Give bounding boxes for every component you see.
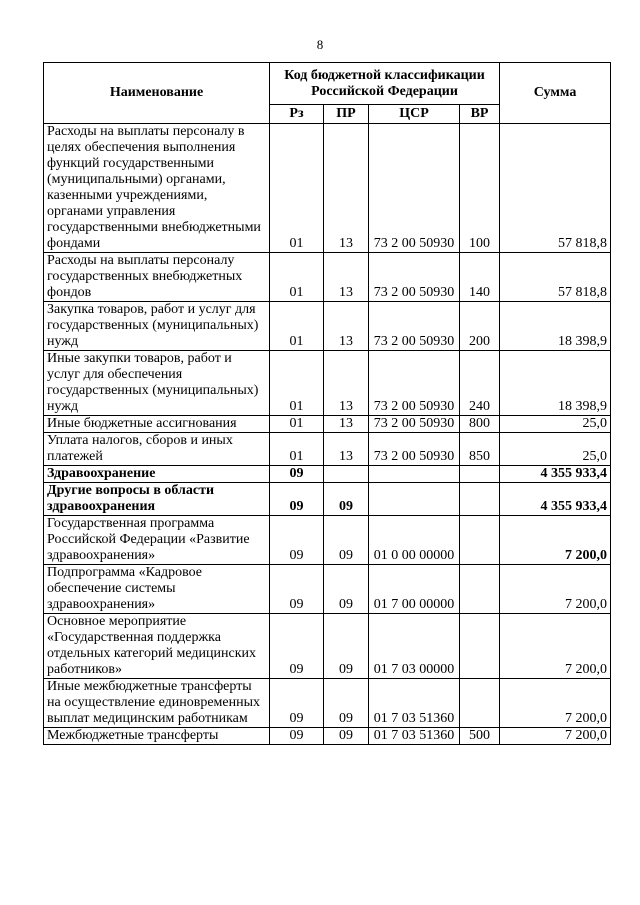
row-name: Подпрограмма «Кадровое обеспечение системы здравоохранения»: [44, 565, 270, 614]
row-sum: 7 200,0: [500, 516, 611, 565]
row-vr: [460, 516, 500, 565]
row-name: Другие вопросы в области здравоохранения: [44, 483, 270, 516]
row-sum: 4 355 933,4: [500, 483, 611, 516]
row-vr: [460, 614, 500, 679]
row-vr: 240: [460, 351, 500, 416]
row-name: Закупка товаров, работ и услуг для государственных (муниципальных) нужд: [44, 302, 270, 351]
row-name: Основное мероприятие «Государственная поддержка отдельных категорий медицинских работников»: [44, 614, 270, 679]
row-name: Здравоохранение: [44, 466, 270, 483]
table-row: [44, 728, 611, 745]
row-vr: [460, 483, 500, 516]
header-code-group: Код бюджетной классификации Российской Федерации: [270, 63, 500, 105]
row-pr: 09: [324, 614, 369, 679]
row-sum: 7 200,0: [500, 728, 611, 745]
header-sum: Сумма: [500, 63, 611, 124]
table-row: [44, 124, 611, 253]
row-pr: 09: [324, 728, 369, 745]
row-sum: 7 200,0: [500, 614, 611, 679]
row-rz: 01: [270, 416, 324, 433]
row-csr: 73 2 00 50930: [369, 351, 460, 416]
row-sum: 57 818,8: [500, 253, 611, 302]
row-pr: 09: [324, 565, 369, 614]
table-header: [44, 63, 611, 124]
row-name: Межбюджетные трансферты: [44, 728, 270, 745]
row-vr: [460, 466, 500, 483]
row-pr: 09: [324, 483, 369, 516]
header-rz: Рз: [270, 105, 324, 124]
row-csr: 73 2 00 50930: [369, 124, 460, 253]
budget-table: [43, 62, 611, 745]
row-csr: 01 7 03 51360: [369, 679, 460, 728]
table-row: [44, 351, 611, 416]
row-vr: 850: [460, 433, 500, 466]
row-name: Расходы на выплаты персоналу государственных внебюджетных фондов: [44, 253, 270, 302]
header-pr: ПР: [324, 105, 369, 124]
row-sum: 57 818,8: [500, 124, 611, 253]
row-sum: 18 398,9: [500, 351, 611, 416]
table-row: [44, 483, 611, 516]
row-rz: 01: [270, 124, 324, 253]
row-csr: 73 2 00 50930: [369, 416, 460, 433]
row-rz: 09: [270, 679, 324, 728]
row-pr: 09: [324, 516, 369, 565]
row-csr: 01 0 00 00000: [369, 516, 460, 565]
row-pr: 09: [324, 679, 369, 728]
row-vr: [460, 679, 500, 728]
row-rz: 01: [270, 253, 324, 302]
table-row: [44, 416, 611, 433]
row-pr: 13: [324, 416, 369, 433]
row-csr: 73 2 00 50930: [369, 253, 460, 302]
row-rz: 01: [270, 351, 324, 416]
row-vr: 140: [460, 253, 500, 302]
page-number: 8: [316, 37, 324, 52]
row-name: Иные закупки товаров, работ и услуг для обеспечения государственных (муниципальных) нужд: [44, 351, 270, 416]
row-rz: 01: [270, 302, 324, 351]
header-vr: ВР: [460, 105, 500, 124]
row-sum: 4 355 933,4: [500, 466, 611, 483]
header-name: Наименование: [44, 63, 270, 124]
row-csr: 01 7 00 00000: [369, 565, 460, 614]
header-csr: ЦСР: [369, 105, 460, 124]
table-row: [44, 516, 611, 565]
row-csr: [369, 466, 460, 483]
row-vr: 200: [460, 302, 500, 351]
table-row: [44, 466, 611, 483]
row-pr: 13: [324, 124, 369, 253]
row-name: Иные бюджетные ассигнования: [44, 416, 270, 433]
table-row: [44, 433, 611, 466]
row-rz: 09: [270, 483, 324, 516]
table-row: [44, 614, 611, 679]
row-sum: 7 200,0: [500, 565, 611, 614]
row-rz: 09: [270, 466, 324, 483]
row-rz: 09: [270, 516, 324, 565]
row-csr: [369, 483, 460, 516]
row-csr: 01 7 03 00000: [369, 614, 460, 679]
row-name: Иные межбюджетные трансферты на осуществление единовременных выплат медицинским работникам: [44, 679, 270, 728]
table-row: [44, 253, 611, 302]
row-csr: 73 2 00 50930: [369, 302, 460, 351]
row-vr: [460, 565, 500, 614]
row-pr: 13: [324, 351, 369, 416]
row-vr: 800: [460, 416, 500, 433]
table-row: [44, 565, 611, 614]
row-pr: [324, 466, 369, 483]
table-row: [44, 679, 611, 728]
row-name: Государственная программа Российской Федерации «Развитие здравоохранения»: [44, 516, 270, 565]
row-csr: 01 7 03 51360: [369, 728, 460, 745]
row-rz: 09: [270, 565, 324, 614]
row-sum: 25,0: [500, 416, 611, 433]
table-body: [44, 124, 611, 745]
row-sum: 25,0: [500, 433, 611, 466]
row-vr: 100: [460, 124, 500, 253]
row-pr: 13: [324, 302, 369, 351]
row-pr: 13: [324, 253, 369, 302]
row-csr: 73 2 00 50930: [369, 433, 460, 466]
row-sum: 18 398,9: [500, 302, 611, 351]
row-rz: 09: [270, 728, 324, 745]
row-pr: 13: [324, 433, 369, 466]
row-vr: 500: [460, 728, 500, 745]
row-name: Уплата налогов, сборов и иных платежей: [44, 433, 270, 466]
table-row: [44, 302, 611, 351]
row-rz: 01: [270, 433, 324, 466]
row-name: Расходы на выплаты персоналу в целях обеспечения выполнения функций государственными (муниципальными) органами, казенными учреждениями, органами управления государственными внебюджетными фондами: [44, 124, 270, 253]
row-sum: 7 200,0: [500, 679, 611, 728]
row-rz: 09: [270, 614, 324, 679]
